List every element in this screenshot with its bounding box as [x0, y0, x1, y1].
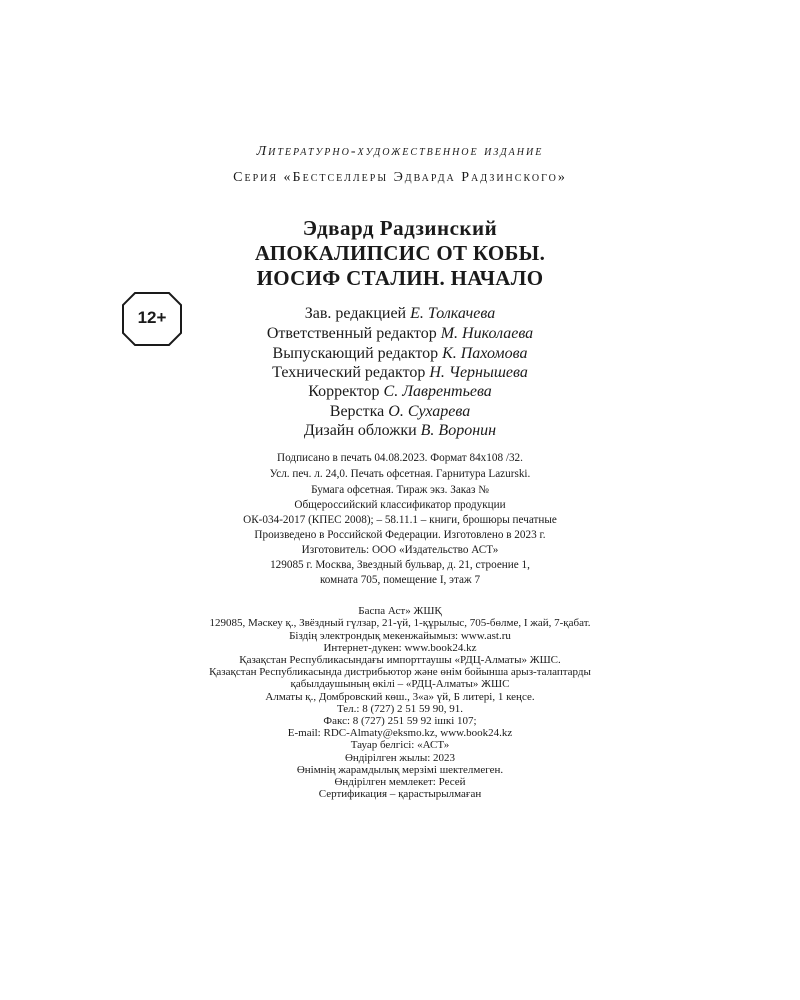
imprint-line: ОК-034-2017 (КПЕС 2008); – 58.11.1 – книги, брошюры печатные	[243, 514, 557, 526]
credit-name: О. Сухарева	[388, 403, 471, 420]
imprint-line: 129085 г. Москва, Звездный бульвар, д. 21, строение 1,	[270, 559, 530, 571]
credit-name: К. Пахомова	[442, 345, 528, 362]
book-title-line-1: АПОКАЛИПСИС ОТ КОБЫ.	[254, 241, 546, 265]
kz-imprint-line: E-mail: RDC-Almaty@eksmo.kz, www.book24.kz	[287, 727, 513, 739]
credit-name: М. Николаева	[440, 325, 534, 342]
author-name: Эдвард Радзинский	[302, 216, 498, 240]
kz-imprint-line: Алматы қ., Домбровский көш., 3«а» үй, Б литері, 1 кеңсе.	[265, 691, 535, 703]
credit-role: Зав. редакцией	[304, 305, 407, 322]
credit-line	[0, 305, 800, 323]
kz-imprint-line: Өндірілген мемлекет: Ресей	[334, 776, 466, 788]
edition-type-label: Литературно-художественное издание	[256, 144, 544, 159]
credit-role: Технический редактор	[272, 364, 426, 381]
credit-line	[0, 422, 800, 440]
credit-line	[0, 403, 800, 421]
imprint-line: Подписано в печать 04.08.2023. Формат 84x108 /32.	[277, 452, 523, 464]
credit-line	[0, 345, 800, 363]
credit-role: Корректор	[308, 383, 380, 400]
credit-name: С. Лаврентьева	[383, 383, 492, 400]
series-label: Серия «Бестселлеры Эдварда Радзинского»	[233, 170, 567, 185]
imprint-line: комната 705, помещение I, этаж 7	[319, 574, 481, 586]
kz-imprint-line: қабылдаушының өкілі – «РДЦ-Алматы» ЖШС	[290, 678, 510, 690]
imprint-line: Усл. печ. л. 24,0. Печать офсетная. Гарнитура Lazurski.	[269, 468, 531, 480]
kz-imprint-line: Факс: 8 (727) 251 59 92 ішкі 107;	[323, 715, 477, 727]
credit-line	[0, 325, 800, 343]
kz-imprint-line: Тауар белгісі: «АСТ»	[350, 739, 450, 751]
kz-imprint-line: Өнімнің жарамдылық мерзімі шектелмеген.	[296, 764, 504, 776]
kz-imprint-line: Өндірілген жылы: 2023	[344, 752, 456, 764]
credit-role: Выпускающий редактор	[272, 345, 439, 362]
credit-name: Н. Чернышева	[429, 364, 528, 381]
kz-imprint-line: Сертификация – қарастырылмаған	[318, 788, 482, 800]
age-rating-text: 12+	[137, 308, 167, 327]
kz-imprint-line: Біздің электрондық мекенжайымыз: www.ast.ru	[289, 630, 511, 642]
imprint-line: Бумага офсетная. Тираж экз. Заказ №	[311, 484, 489, 496]
kz-imprint-line: Интернет-дукен: www.book24.kz	[323, 642, 477, 654]
imprint-line: Общероссийский классификатор продукции	[294, 499, 506, 511]
credit-line	[0, 383, 800, 401]
imprint-line: Произведено в Российской Федерации. Изготовлено в 2023 г.	[254, 529, 546, 541]
kz-imprint-line: 129085, Мәскеу қ., Звёздный гүлзар, 21-үй, 1-құрылыс, 705-бөлме, I жай, 7-қабат.	[209, 617, 591, 629]
credit-name: В. Воронин	[420, 422, 497, 439]
kz-imprint-line: Қазақстан Республикасында дистрибьютор және өнім бойынша арыз-талаптарды	[209, 666, 591, 678]
kz-imprint-line: Тел.: 8 (727) 2 51 59 90, 91.	[336, 703, 464, 715]
credit-role: Дизайн обложки	[303, 422, 417, 439]
credit-role: Верстка	[329, 403, 385, 420]
book-title-line-2: ИОСИФ СТАЛИН. НАЧАЛО	[256, 266, 544, 290]
credit-name: Е. Толкачева	[410, 305, 496, 322]
kz-imprint-line: Баспа Аст» ЖШҚ	[358, 605, 442, 617]
kz-imprint-line: Қазақстан Республикасындағы импорттаушы «РДЦ-Алматы» ЖШС.	[239, 654, 561, 666]
credit-line	[0, 364, 800, 382]
credit-role: Ответственный редактор	[266, 325, 437, 342]
imprint-line: Изготовитель: ООО «Издательство АСТ»	[301, 544, 499, 556]
